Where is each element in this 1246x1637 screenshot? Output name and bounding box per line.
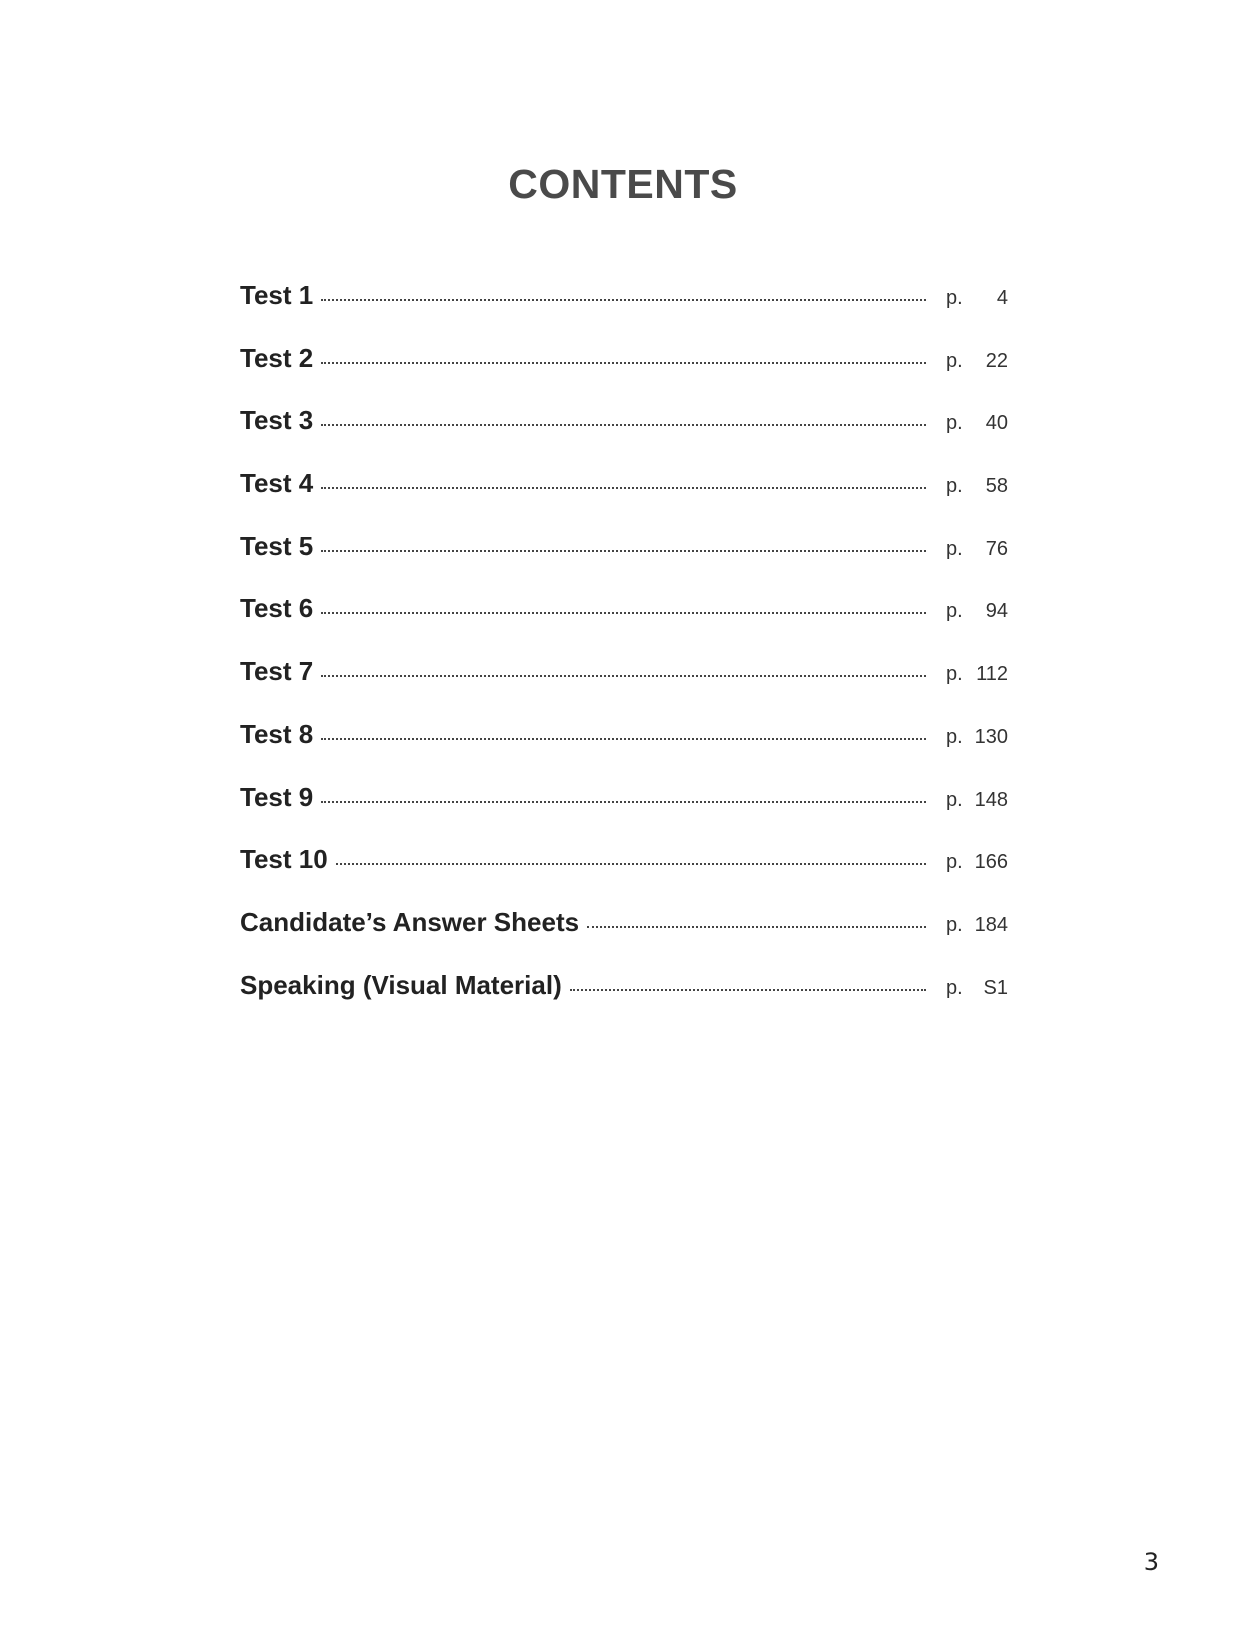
toc-entry-test-4[interactable]: [240, 458, 1008, 521]
toc-entry-page: 148: [974, 788, 1008, 811]
page-prefix: p.: [946, 537, 963, 560]
page-prefix: p.: [946, 913, 963, 936]
toc-entry-label: Test 1: [240, 280, 314, 310]
page-prefix: p.: [946, 976, 963, 999]
toc-entry-page: 4: [996, 287, 1008, 309]
toc-entry-page: 40: [985, 412, 1008, 435]
toc-entry-page: 22: [985, 349, 1008, 372]
toc-entry-label: Test 9: [240, 781, 314, 812]
toc-entry-label: Test 7: [240, 656, 314, 687]
page-prefix: p.: [946, 475, 963, 498]
dot-leader: [321, 487, 926, 489]
dot-leader: [321, 299, 926, 301]
toc-entry-test-3[interactable]: [240, 395, 1008, 458]
toc-entry-page: 94: [985, 600, 1008, 623]
toc-entry-test-1[interactable]: [240, 270, 1008, 333]
dot-leader: [336, 863, 926, 865]
dot-leader: [321, 801, 926, 803]
dot-leader: [321, 738, 926, 740]
toc-entry-label: Test 6: [240, 593, 314, 624]
dot-leader: [570, 989, 926, 991]
toc-entry-test-6[interactable]: [240, 583, 1008, 646]
dot-leader: [321, 424, 926, 426]
toc-entry-label: Candidate’s Answer Sheets: [240, 906, 580, 937]
page-prefix: p.: [946, 412, 963, 435]
toc-entry-page: 166: [974, 851, 1008, 874]
toc-entry-page: 58: [985, 475, 1008, 498]
dot-leader: [321, 362, 926, 364]
dot-leader: [321, 612, 926, 614]
toc-entry-label: Test 3: [240, 405, 314, 436]
page-prefix: p.: [946, 788, 963, 811]
page-prefix: p.: [946, 663, 963, 686]
toc-entry-page: 76: [985, 537, 1008, 560]
page-prefix: p.: [946, 725, 963, 748]
toc-entry-page: 130: [974, 725, 1008, 748]
toc-entry-test-10[interactable]: [240, 834, 1008, 897]
toc-entry-page: 184: [974, 913, 1008, 936]
toc-entry-test-8[interactable]: [240, 709, 1008, 772]
toc-entry-speaking-visual[interactable]: [240, 960, 1008, 1023]
toc-entry-label: Test 4: [240, 468, 314, 499]
dot-leader: [321, 675, 926, 677]
toc-entry-label: Speaking (Visual Material): [240, 969, 562, 1000]
toc-entry-test-9[interactable]: [240, 772, 1008, 835]
page-prefix: p.: [946, 851, 963, 874]
page-title: CONTENTS: [508, 161, 738, 207]
toc-entry-test-7[interactable]: [240, 646, 1008, 709]
page-number: 3: [1143, 1548, 1159, 1576]
table-of-contents: [240, 270, 1008, 1022]
page-prefix: p.: [946, 600, 963, 623]
toc-entry-label: Test 5: [240, 530, 314, 561]
page-prefix: p.: [946, 287, 963, 309]
toc-entry-label: Test 10: [240, 844, 328, 875]
page-prefix: p.: [946, 349, 963, 372]
toc-entry-label: Test 2: [240, 342, 314, 373]
dot-leader: [321, 550, 926, 552]
toc-entry-answer-sheets[interactable]: [240, 897, 1008, 960]
toc-entry-label: Test 8: [240, 718, 314, 749]
toc-entry-page: 112: [976, 663, 1008, 686]
toc-entry-test-2[interactable]: [240, 333, 1008, 396]
toc-entry-page: S1: [983, 976, 1008, 999]
toc-entry-test-5[interactable]: [240, 521, 1008, 584]
dot-leader: [587, 926, 926, 928]
